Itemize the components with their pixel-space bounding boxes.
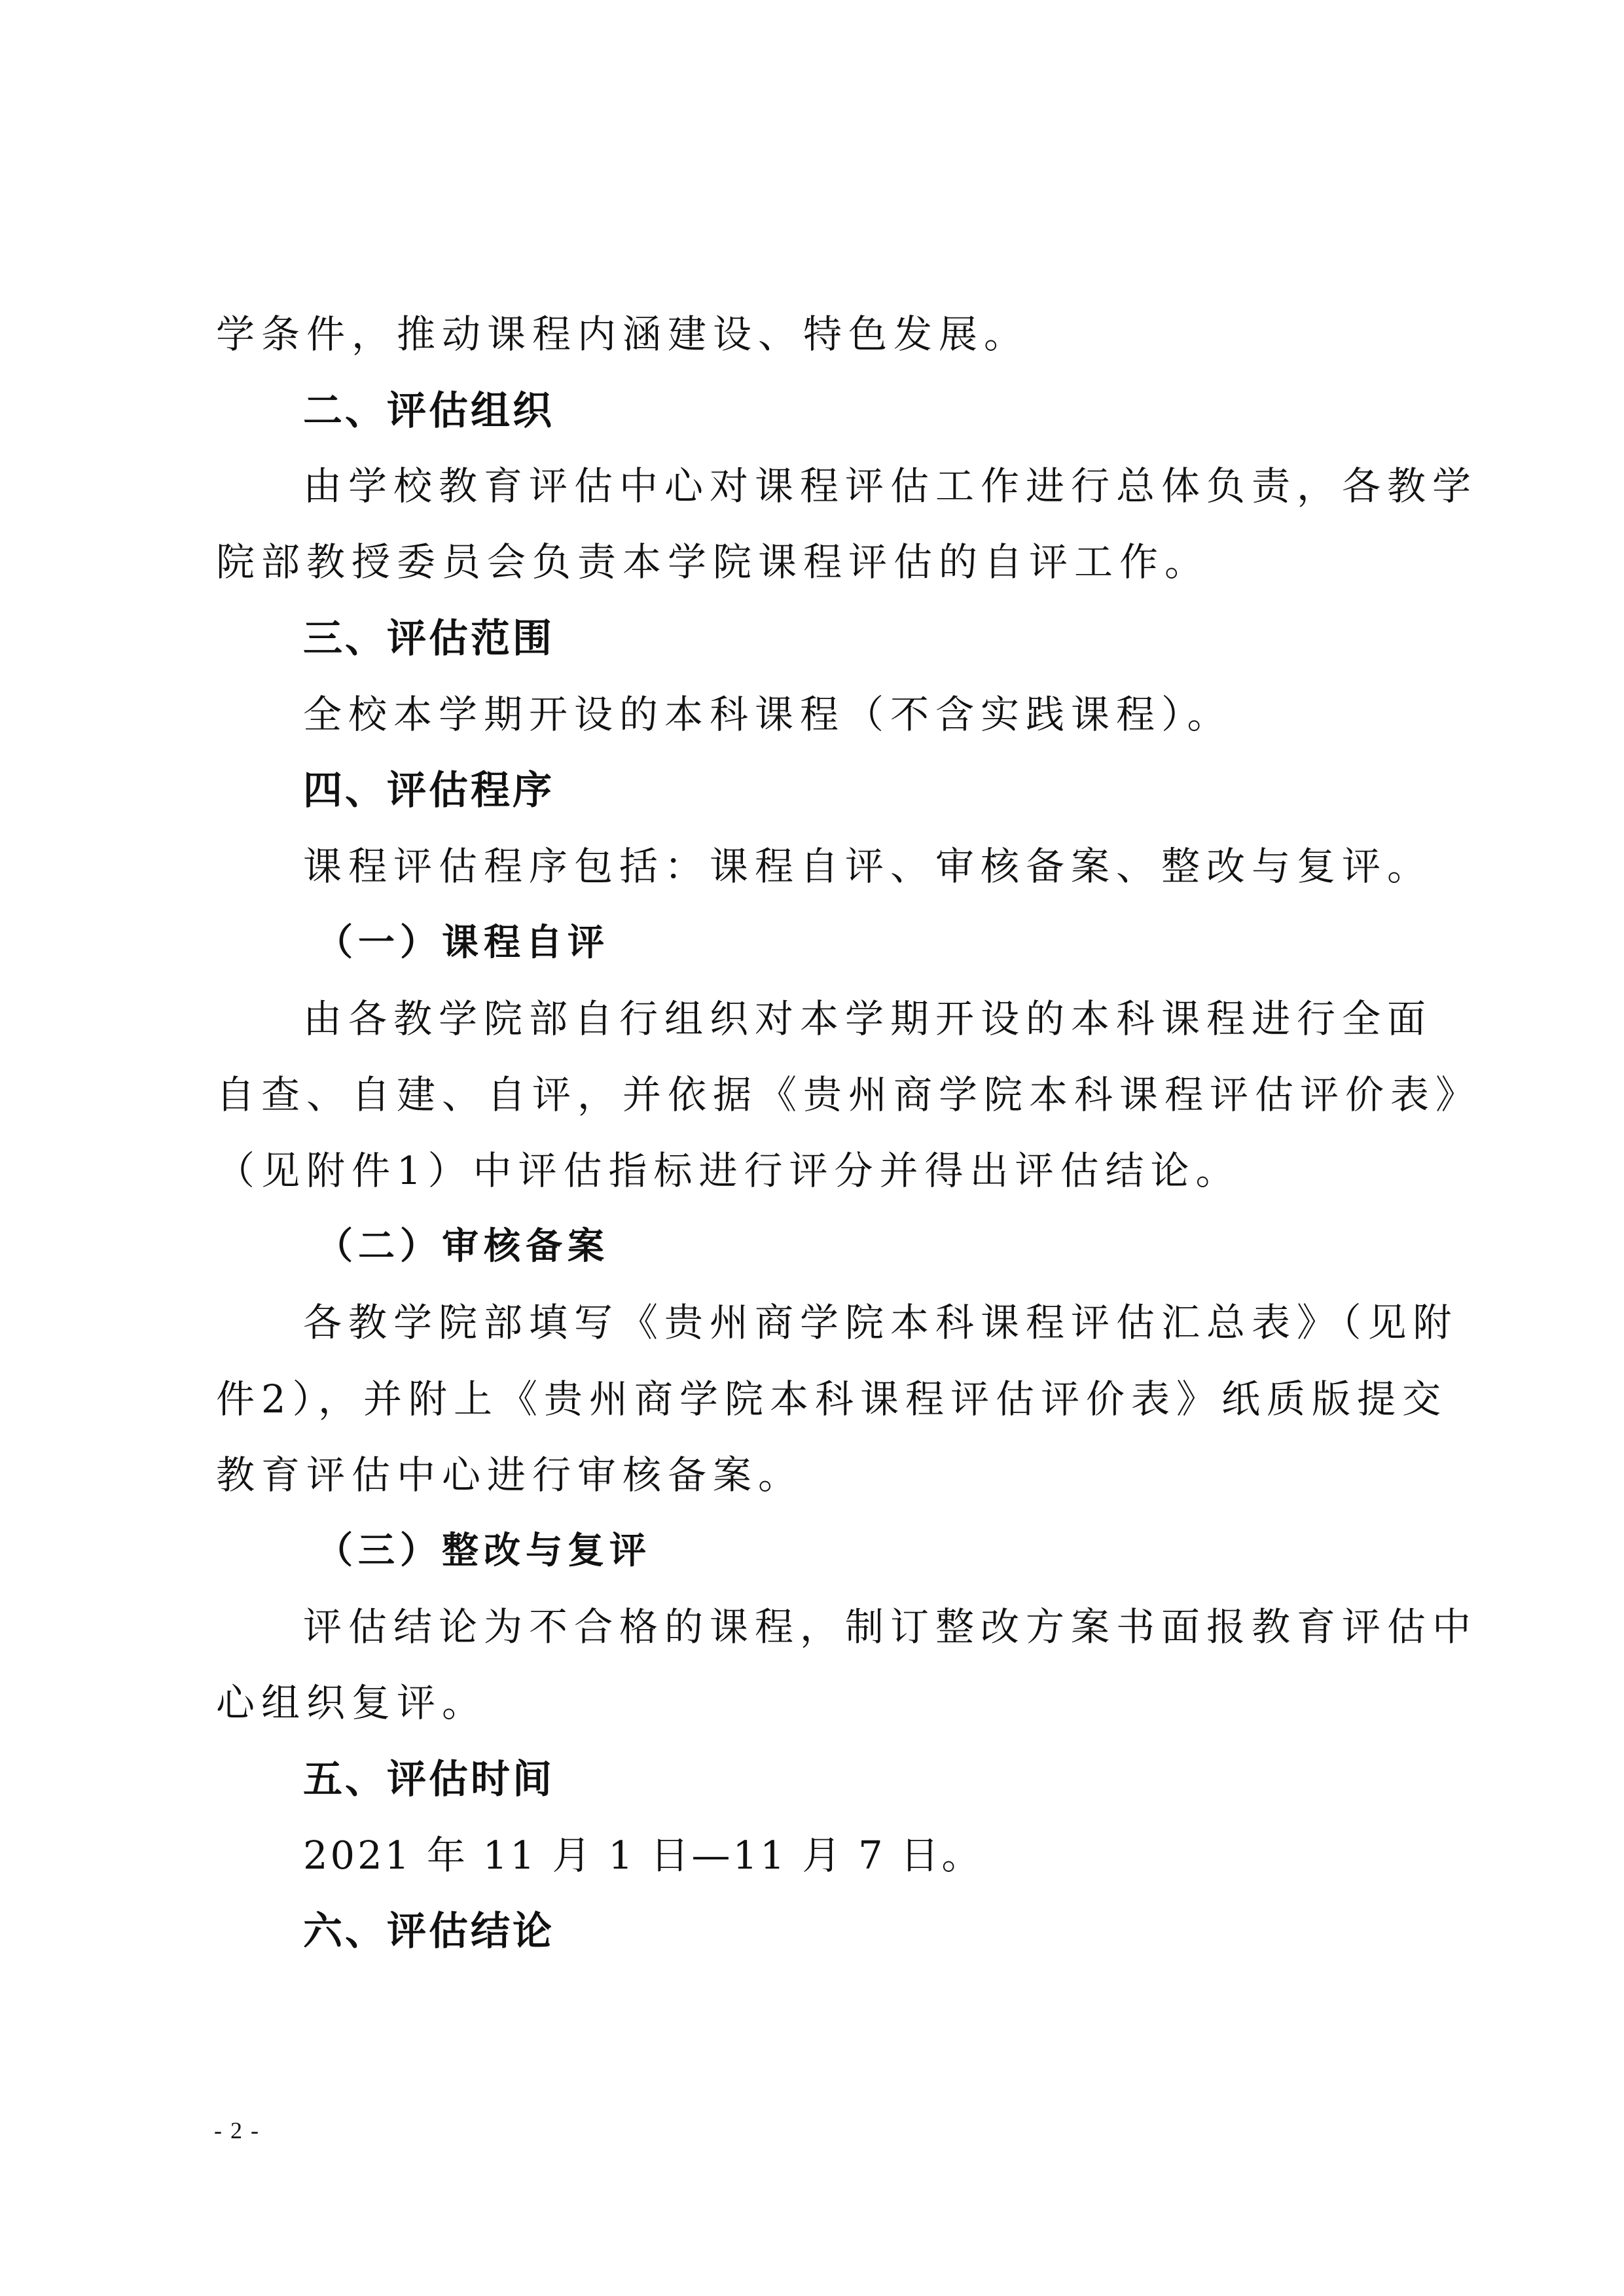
paragraph-line: 由各教学院部自行组织对本学期开设的本科课程进行全面	[303, 996, 1433, 1041]
paragraph-line: 学条件，推动课程内涵建设、特色发展。	[216, 312, 1030, 357]
paragraph-line: 自查、自建、自评，并依据《贵州商学院本科课程评估评价表》	[216, 1072, 1481, 1117]
paragraph-line: 院部教授委员会负责本学院课程评估的自评工作。	[216, 539, 1210, 584]
paragraph-line: 全校本学期开设的本科课程（不含实践课程）。	[303, 692, 1233, 737]
subsection-heading-rectification: （三）整改与复评	[316, 1529, 651, 1572]
paragraph-line: 课程评估程序包括：课程自评、审核备案、整改与复评。	[303, 844, 1433, 889]
page-number: - 2 -	[214, 2117, 260, 2144]
paragraph-line: 心组织复评。	[216, 1680, 488, 1725]
section-heading-conclusion: 六、评估结论	[303, 1909, 554, 1954]
section-heading-scope: 三、评估范围	[303, 616, 554, 662]
paragraph-line: 件2），并附上《贵州商学院本科课程评估评价表》纸质版提交	[216, 1376, 1448, 1422]
subsection-heading-self-evaluation: （一）课程自评	[316, 921, 609, 964]
evaluation-date-range: 2021 年 11 月 1 日—11 月 7 日。	[303, 1833, 983, 1878]
paragraph-line: 由学校教育评估中心对课程评估工作进行总体负责，各教学	[303, 463, 1478, 509]
paragraph-line: 评估结论为不合格的课程，制订整改方案书面报教育评估中	[303, 1604, 1478, 1649]
paragraph-line: 各教学院部填写《贵州商学院本科课程评估汇总表》（见附	[303, 1300, 1458, 1345]
paragraph-line: （见附件1）中评估指标进行评分并得出评估结论。	[216, 1148, 1241, 1193]
section-heading-time: 五、评估时间	[303, 1757, 554, 1803]
subsection-heading-review-filing: （二）审核备案	[316, 1225, 609, 1268]
paragraph-line: 教育评估中心进行审核备案。	[216, 1452, 804, 1498]
section-heading-organization: 二、评估组织	[303, 388, 554, 434]
section-heading-procedure: 四、评估程序	[303, 768, 554, 814]
